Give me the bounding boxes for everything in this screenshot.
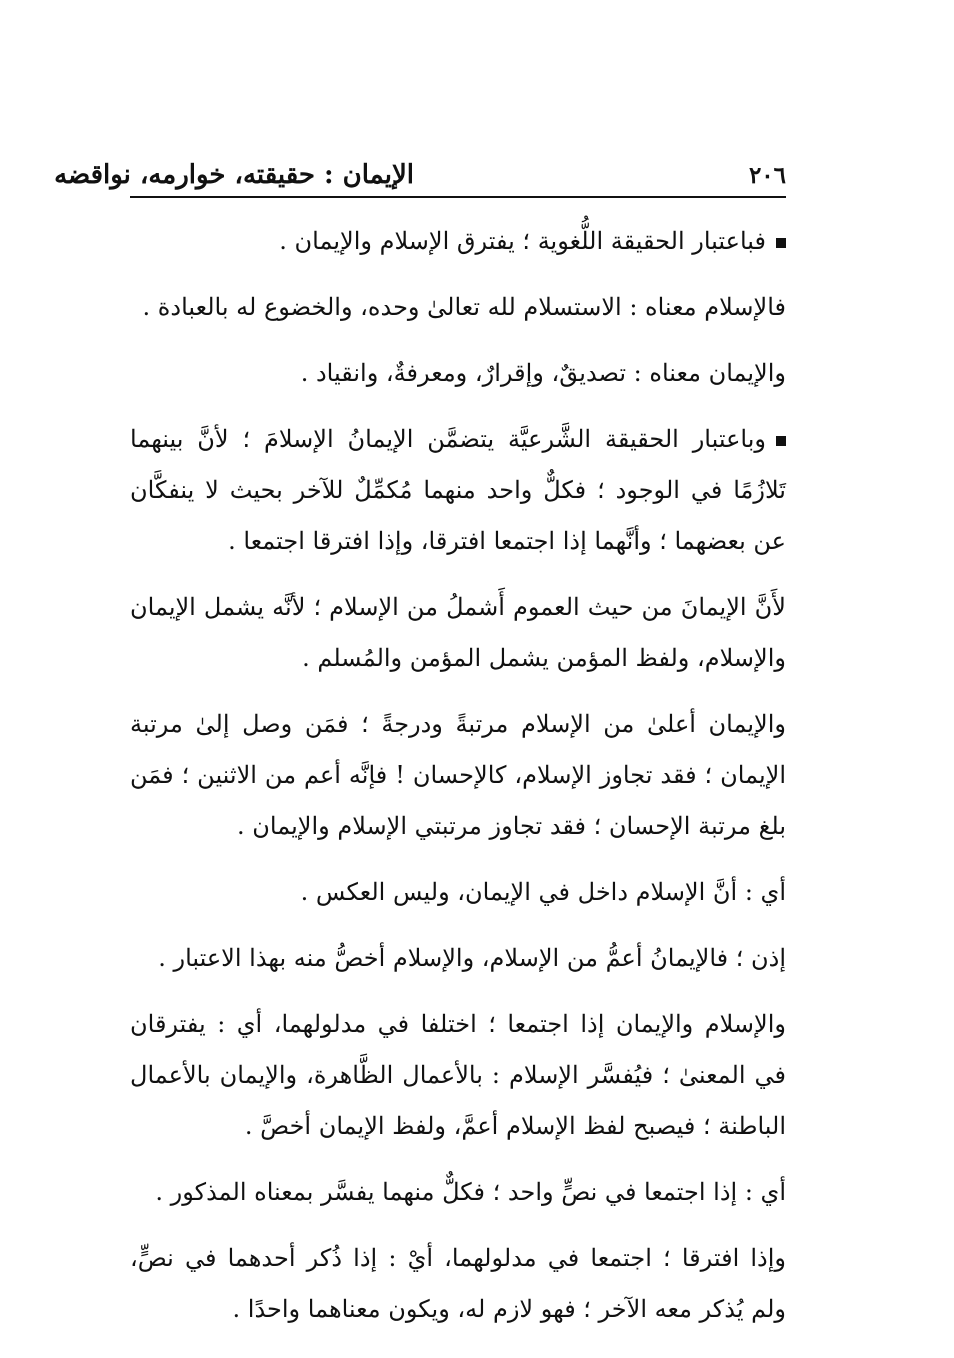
page-body: [130, 216, 786, 1350]
paragraph-text: وباعتبار الحقيقة الشَّرعيَّة يتضمَّن الإيمانُ الإسلامَ ؛ لأنَّ بينهما تَلازُمًا في الوجود ؛ فكلٌّ واحد منهما مُكمِّلٌ للآخر بحيث لا ينفكَّان عن بعضهما ؛ وأنَّهما إذا اجتمعا افترقا، وإذا افترقا اجتمعا .: [130, 425, 786, 555]
paragraph-text: فباعتبار الحقيقة اللُّغوية ؛ يفترق الإسلام والإيمان .: [279, 227, 766, 255]
paragraph-1: [130, 216, 786, 267]
paragraph-6: والإيمان أعلىٰ من الإسلام مرتبةً ودرجةً ؛ فمَن وصل إلىٰ مرتبة الإيمان ؛ فقد تجاوز الإسلام، كالإحسان ! فإنَّه أعم من الاثنين ؛ فمَن بلغ مرتبة الإحسان ؛ فقد تجاوز مرتبتي الإسلام والإيمان .: [130, 710, 786, 840]
page-number: ٢٠٦: [748, 162, 786, 189]
paragraph-9: والإسلام والإيمان إذا اجتمعا ؛ اختلفا في مدلولهما، أي : يفترقان في المعنىٰ ؛ فيُفسَّر الإسلام : بالأعمال الظَّاهرة، والإيمان بالأعمال الباطنة ؛ فيصبح لفظ الإسلام أعمَّ، ولفظ الإيمان أخصَّ .: [130, 1010, 786, 1140]
bullet-square-icon: [776, 238, 786, 248]
page-header: [54, 150, 786, 198]
bullet-square-icon: [776, 436, 786, 446]
running-title: الإيمان : حقيقته، خوارمه، نواقضه: [54, 160, 414, 190]
paragraph-4: [130, 414, 786, 567]
paragraph-3: والإيمان معناه : تصديقٌ، وإقرارٌ، ومعرفةٌ، وانقياد .: [300, 359, 786, 387]
paragraph-2: فالإسلام معناه : الاستسلام لله تعالىٰ وحده، والخضوع له بالعبادة .: [142, 293, 786, 321]
paragraph-10: أي : إذا اجتمعا في نصٍّ واحد ؛ فكلٌّ منهما يفسَّر بمعناه المذكور .: [155, 1178, 786, 1206]
paragraph-8: إذن ؛ فالإيمانُ أعمُّ من الإسلام، والإسلام أخصُّ منه بهذا الاعتبار .: [158, 944, 786, 972]
paragraph-7: أي : أنَّ الإسلام داخل في الإيمان، وليس العكس .: [300, 878, 786, 906]
paragraph-11: وإذا افترقا ؛ اجتمعا في مدلولهما، أيْ : إذا ذُكر أحدهما في نصٍّ، ولم يُذكر معه الآخر ؛ فهو لازم له، ويكون معناهما واحدًا .: [130, 1244, 786, 1323]
paragraph-5: لأَنَّ الإيمانَ من حيث العموم أَشملُ من الإسلام ؛ لأنَّه يشمل الإيمان والإسلام، ولفظ المؤمن يشمل المؤمن والمُسلم .: [130, 593, 786, 672]
